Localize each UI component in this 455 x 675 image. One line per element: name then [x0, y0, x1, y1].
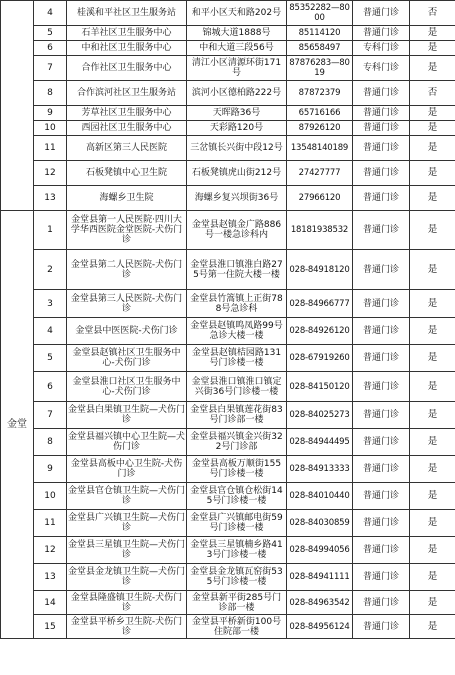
clinic-type: 普通门诊: [353, 345, 410, 372]
row-number: 12: [34, 537, 67, 564]
institution-name: 金堂县官仓镇卫生院—犬伤门诊: [67, 483, 187, 510]
institution-name: 金堂县中医医院-犬伤门诊: [67, 318, 187, 345]
phone-number: 87872379: [287, 81, 353, 106]
phone-number: 87926120: [287, 121, 353, 136]
row-number: 11: [34, 510, 67, 537]
phone-number: 028-84966777: [287, 290, 353, 318]
row-number: 9: [34, 456, 67, 483]
phone-number: 27966120: [287, 186, 353, 211]
clinic-type: 普通门诊: [353, 402, 410, 429]
institution-name: 金堂县赵镇社区卫生服务中心-犬伤门诊: [67, 345, 187, 372]
open-flag: 是: [410, 106, 455, 121]
open-flag: 是: [410, 372, 455, 402]
address: 金堂县官仓镇仓松街145号门诊楼一楼: [187, 483, 287, 510]
table-row: [1, 402, 455, 429]
area-cell-continued: [1, 1, 34, 211]
address: 金堂县福兴镇金兴街322号门诊部: [187, 429, 287, 456]
phone-number: 028-84913333: [287, 456, 353, 483]
table-row: [1, 26, 455, 41]
phone-number: 028-84941111: [287, 564, 353, 591]
table-row: [1, 121, 455, 136]
table-row: [1, 429, 455, 456]
open-flag: 是: [410, 250, 455, 290]
institution-name: 中和社区卫生服务中心: [67, 41, 187, 56]
clinic-type: 普通门诊: [353, 564, 410, 591]
phone-number: 028-84926120: [287, 318, 353, 345]
row-number: 8: [34, 81, 67, 106]
address: 金堂县广兴镇邮电街59号门诊楼一楼: [187, 510, 287, 537]
row-number: 12: [34, 161, 67, 186]
phone-number: 028-84956124: [287, 615, 353, 639]
institution-name: 金堂县第一人民医院·四川大学华西医院金堂医院-犬伤门诊: [67, 211, 187, 250]
table-row: [1, 211, 455, 250]
table-row: [1, 106, 455, 121]
clinic-type: 普通门诊: [353, 250, 410, 290]
phone-number: 028-84030859: [287, 510, 353, 537]
open-flag: 是: [410, 26, 455, 41]
table-row: [1, 81, 455, 106]
open-flag: 是: [410, 56, 455, 81]
address: 金堂县淮口镇淮白路275号第一住院大楼一楼: [187, 250, 287, 290]
table-row: [1, 615, 455, 639]
phone-number: 028-84994056: [287, 537, 353, 564]
phone-number: 028-84010440: [287, 483, 353, 510]
row-number: 5: [34, 26, 67, 41]
open-flag: 是: [410, 483, 455, 510]
row-number: 13: [34, 564, 67, 591]
open-flag: 是: [410, 186, 455, 211]
row-number: 7: [34, 56, 67, 81]
address: 金堂县三星镇楠乡路413号门诊楼一楼: [187, 537, 287, 564]
open-flag: 是: [410, 564, 455, 591]
phone-number: 65716166: [287, 106, 353, 121]
clinic-type: 普通门诊: [353, 372, 410, 402]
clinic-type: 普通门诊: [353, 290, 410, 318]
open-flag: 是: [410, 345, 455, 372]
clinic-type: 普通门诊: [353, 429, 410, 456]
open-flag: 是: [410, 537, 455, 564]
open-flag: 是: [410, 456, 455, 483]
table-row: [1, 136, 455, 161]
institution-name: 石羊社区卫生服务中心: [67, 26, 187, 41]
institution-name: 金堂县第三人民医院-犬伤门诊: [67, 290, 187, 318]
institution-name: 金堂县淮口社区卫生服务中心-犬伤门诊: [67, 372, 187, 402]
open-flag: 是: [410, 211, 455, 250]
table-row: [1, 591, 455, 615]
institution-name: 金堂县三星镇卫生院—犬伤门诊: [67, 537, 187, 564]
address: 三岔镇长兴街中段12号: [187, 136, 287, 161]
row-number: 5: [34, 345, 67, 372]
address: 滨河小区德柏路222号: [187, 81, 287, 106]
institution-name: 金堂县白果镇卫生院—犬伤门诊: [67, 402, 187, 429]
open-flag: 是: [410, 41, 455, 56]
row-number: 6: [34, 41, 67, 56]
open-flag: 是: [410, 318, 455, 345]
institution-name: 石板凳镇中心卫生院: [67, 161, 187, 186]
table-row: [1, 564, 455, 591]
table-row: [1, 345, 455, 372]
institution-name: 金堂县第二人民医院-犬伤门诊: [67, 250, 187, 290]
address: 金堂县赵镇桔园路131号门诊楼一楼: [187, 345, 287, 372]
row-number: 1: [34, 211, 67, 250]
address: 锦城大道1888号: [187, 26, 287, 41]
open-flag: 是: [410, 510, 455, 537]
clinic-type: 普通门诊: [353, 318, 410, 345]
institution-name: 高新区第三人民医院: [67, 136, 187, 161]
table-row: [1, 290, 455, 318]
clinic-type: 普通门诊: [353, 483, 410, 510]
clinic-type: 普通门诊: [353, 186, 410, 211]
phone-number: 028-84944495: [287, 429, 353, 456]
institution-name: 金堂县福兴镇中心卫生院—犬伤门诊: [67, 429, 187, 456]
table-row: [1, 372, 455, 402]
clinic-type: 普通门诊: [353, 510, 410, 537]
phone-number: 87876283—8019: [287, 56, 353, 81]
address: 金堂县淮口镇淮口镇定兴街36号门诊楼一楼: [187, 372, 287, 402]
address: 金堂县金龙镇瓦窑街535号门诊楼一楼: [187, 564, 287, 591]
table-row: [1, 56, 455, 81]
address: 金堂县新平街285号门诊部一楼: [187, 591, 287, 615]
address: 石板凳镇虎山街212号: [187, 161, 287, 186]
institution-name: 金堂县隆盛镇卫生院-犬伤门诊: [67, 591, 187, 615]
area-name: 金堂: [1, 211, 34, 639]
clinic-type: 普通门诊: [353, 615, 410, 639]
row-number: 10: [34, 121, 67, 136]
clinic-type: 专科门诊: [353, 56, 410, 81]
row-number: 15: [34, 615, 67, 639]
open-flag: 是: [410, 290, 455, 318]
open-flag: 否: [410, 1, 455, 26]
open-flag: 否: [410, 81, 455, 106]
row-number: 6: [34, 372, 67, 402]
open-flag: 是: [410, 615, 455, 639]
address: 中和大道三段56号: [187, 41, 287, 56]
open-flag: 是: [410, 402, 455, 429]
address: 和平小区天和路202号: [187, 1, 287, 26]
row-number: 9: [34, 106, 67, 121]
row-number: 3: [34, 290, 67, 318]
row-number: 10: [34, 483, 67, 510]
table-row: [1, 186, 455, 211]
phone-number: 18181938532: [287, 211, 353, 250]
table-row: [1, 537, 455, 564]
clinic-type: 普通门诊: [353, 136, 410, 161]
address: 天晖路36号: [187, 106, 287, 121]
phone-number: 85114120: [287, 26, 353, 41]
address: 金堂县竹篙镇上正街788号急诊科: [187, 290, 287, 318]
clinic-type: 普通门诊: [353, 106, 410, 121]
address: 金堂县赵镇鸣凤路99号急诊大楼一楼: [187, 318, 287, 345]
institution-name: 金堂县金龙镇卫生院—犬伤门诊: [67, 564, 187, 591]
address: 金堂县平桥新街100号住院部一楼: [187, 615, 287, 639]
clinic-type: 普通门诊: [353, 81, 410, 106]
clinic-type: 普通门诊: [353, 591, 410, 615]
row-number: 8: [34, 429, 67, 456]
row-number: 4: [34, 1, 67, 26]
open-flag: 是: [410, 429, 455, 456]
table-row: [1, 510, 455, 537]
open-flag: 是: [410, 136, 455, 161]
clinic-type: 普通门诊: [353, 456, 410, 483]
row-number: 4: [34, 318, 67, 345]
clinic-type: 普通门诊: [353, 211, 410, 250]
phone-number: 27427777: [287, 161, 353, 186]
phone-number: 028-67919260: [287, 345, 353, 372]
institution-name: 合作滨河社区卫生服务站: [67, 81, 187, 106]
phone-number: 028-84963542: [287, 591, 353, 615]
institution-name: 金堂县平桥乡卫生院-犬伤门诊: [67, 615, 187, 639]
phone-number: 13548140189: [287, 136, 353, 161]
institution-name: 芳草社区卫生服务中心: [67, 106, 187, 121]
institution-name: 桂溪和平社区卫生服务站: [67, 1, 187, 26]
institution-name: 海螺乡卫生院: [67, 186, 187, 211]
institution-name: 西园社区卫生服务中心: [67, 121, 187, 136]
phone-number: 028-84918120: [287, 250, 353, 290]
row-number: 11: [34, 136, 67, 161]
table-row: [1, 250, 455, 290]
row-number: 14: [34, 591, 67, 615]
phone-number: 85658497: [287, 41, 353, 56]
phone-number: 028-84025273: [287, 402, 353, 429]
table-row: [1, 41, 455, 56]
open-flag: 是: [410, 161, 455, 186]
table-row: [1, 483, 455, 510]
clinic-type: 普通门诊: [353, 1, 410, 26]
row-number: 7: [34, 402, 67, 429]
institution-name: 合作社区卫生服务中心: [67, 56, 187, 81]
row-number: 13: [34, 186, 67, 211]
clinic-type: 普通门诊: [353, 121, 410, 136]
open-flag: 是: [410, 591, 455, 615]
table-row: [1, 456, 455, 483]
table-body: [1, 1, 455, 639]
row-number: 2: [34, 250, 67, 290]
table-row: [1, 318, 455, 345]
institution-name: 金堂县广兴镇卫生院—犬伤门诊: [67, 510, 187, 537]
address: 金堂县赵镇金广路886号一楼急诊科内: [187, 211, 287, 250]
address: 海螺乡复兴坝街36号: [187, 186, 287, 211]
phone-number: 85352282—8000: [287, 1, 353, 26]
clinic-type: 专科门诊: [353, 41, 410, 56]
institution-name: 金堂县高板中心卫生院-犬伤门诊: [67, 456, 187, 483]
clinic-type: 普通门诊: [353, 26, 410, 41]
phone-number: 028-84150120: [287, 372, 353, 402]
address: 天彩路120号: [187, 121, 287, 136]
clinic-type: 普通门诊: [353, 537, 410, 564]
address: 金堂县高板万顺街155号门诊楼一楼: [187, 456, 287, 483]
table-row: [1, 161, 455, 186]
open-flag: 是: [410, 121, 455, 136]
table-row: [1, 1, 455, 26]
address: 清江小区清源环街171号: [187, 56, 287, 81]
address: 金堂县白果镇莲花街83号门诊部一楼: [187, 402, 287, 429]
clinic-type: 普通门诊: [353, 161, 410, 186]
